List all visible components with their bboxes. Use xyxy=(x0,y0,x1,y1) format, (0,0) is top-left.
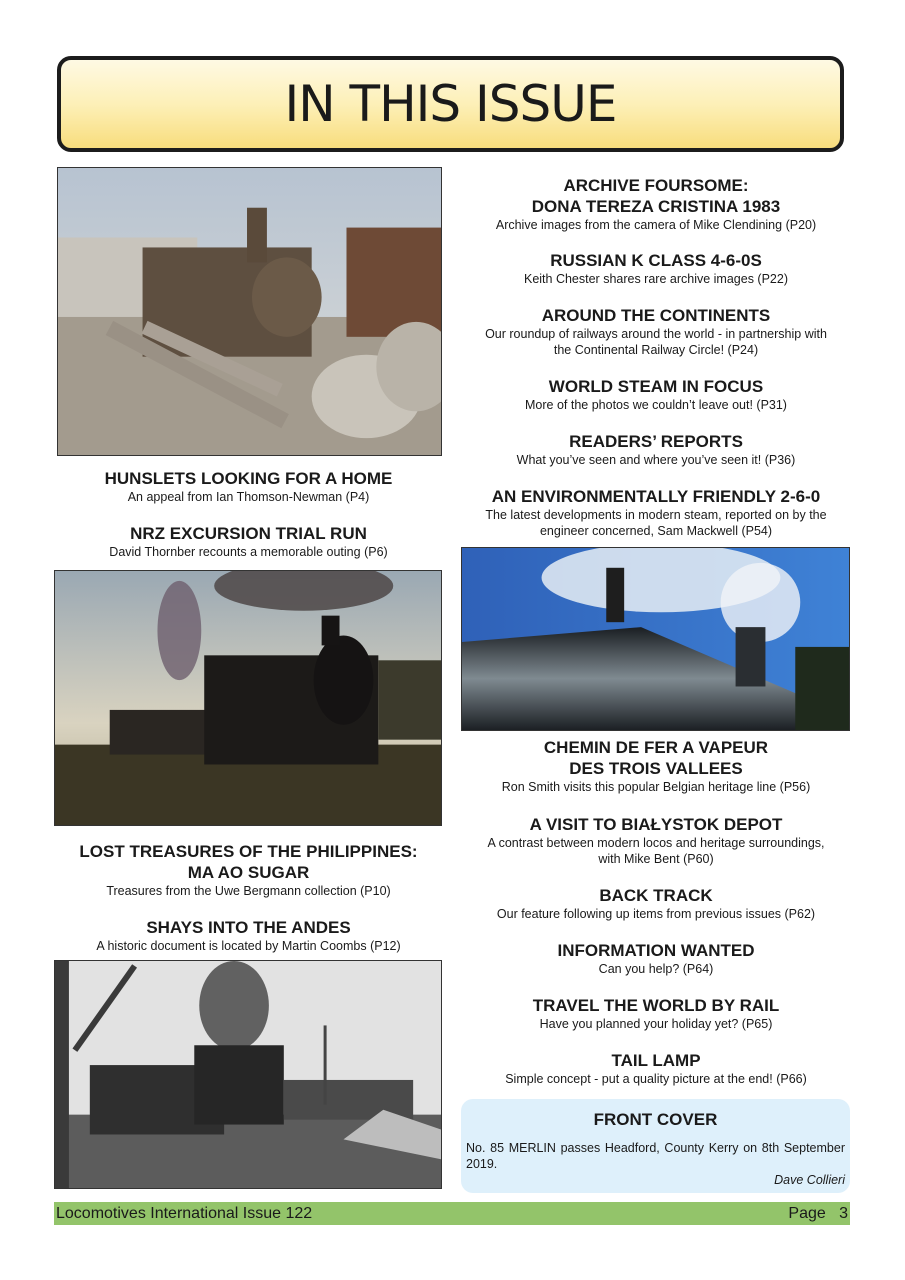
page-number: Page 3 xyxy=(788,1204,848,1222)
article-desc: More of the photos we couldn’t leave out! (P31) xyxy=(525,398,787,412)
article-desc: A historic document is located by Martin Coombs (P12) xyxy=(96,939,401,953)
issue-banner xyxy=(57,56,844,152)
article-title: LOST TREASURES OF THE PHILIPPINES: xyxy=(79,842,418,861)
article-desc: Our roundup of railways around the world - in partnership with xyxy=(485,327,827,341)
article-title: ARCHIVE FOURSOME: xyxy=(563,176,749,195)
article-russian-k-class xyxy=(463,250,849,287)
article-title: RUSSIAN K CLASS 4-6-0S xyxy=(550,251,762,270)
article-desc-line2: with Mike Bent (P60) xyxy=(598,852,714,866)
article-desc: Archive images from the camera of Mike Clendining (P20) xyxy=(495,218,817,232)
article-desc: Treasures from the Uwe Bergmann collection (P10) xyxy=(106,884,391,898)
article-desc: Our feature following up items from previous issues (P62) xyxy=(496,907,816,921)
article-desc: A contrast between modern locos and heritage surroundings, xyxy=(487,836,825,850)
page-footer xyxy=(54,1202,850,1225)
front-cover-caption: No. 85 MERLIN passes Headford, County Kerry on 8th September 2019. xyxy=(466,1141,845,1171)
article-title: SHAYS INTO THE ANDES xyxy=(146,918,351,937)
article-title-line2: DES TROIS VALLEES xyxy=(569,759,743,778)
article-tail-lamp xyxy=(463,1050,849,1087)
photo-nrz-steam-train xyxy=(54,570,442,826)
front-cover-title: FRONT COVER xyxy=(593,1110,718,1129)
article-desc-line2: engineer concerned, Sam Mackwell (P54) xyxy=(539,524,773,538)
article-philippines xyxy=(57,841,440,899)
photo-derelict-locomotive xyxy=(57,167,442,456)
article-archive-foursome xyxy=(463,175,849,233)
article-title: INFORMATION WANTED xyxy=(557,941,755,960)
article-desc: What you’ve seen and where you’ve seen it! (P36) xyxy=(516,453,796,467)
article-desc: Simple concept - put a quality picture at the end! (P66) xyxy=(505,1072,807,1086)
article-bialystok xyxy=(463,814,849,867)
article-title: BACK TRACK xyxy=(599,886,713,905)
front-cover-box xyxy=(461,1099,850,1193)
article-back-track xyxy=(463,885,849,922)
article-desc: Keith Chester shares rare archive images (P22) xyxy=(523,272,788,286)
front-cover-credit: Dave Collieri xyxy=(774,1173,845,1187)
article-title: AN ENVIRONMENTALLY FRIENDLY 2-6-0 xyxy=(491,487,821,506)
article-desc: Ron Smith visits this popular Belgian heritage line (P56) xyxy=(501,780,811,794)
article-title: WORLD STEAM IN FOCUS xyxy=(548,377,764,396)
article-desc: The latest developments in modern steam, reported on by the xyxy=(485,508,827,522)
article-title: TAIL LAMP xyxy=(611,1051,701,1070)
article-title-line2: DONA TEREZA CRISTINA 1983 xyxy=(531,197,781,216)
article-around-continents xyxy=(463,305,849,358)
article-hunslets xyxy=(57,468,440,505)
article-world-steam xyxy=(463,376,849,413)
article-travel-world xyxy=(463,995,849,1032)
article-title: TRAVEL THE WORLD BY RAIL xyxy=(532,996,780,1015)
page-title: IN THIS ISSUE xyxy=(284,75,617,133)
publication-name: Locomotives International Issue 122 xyxy=(56,1204,313,1222)
article-information-wanted xyxy=(463,940,849,977)
article-desc: David Thornber recounts a memorable outing (P6) xyxy=(109,545,388,559)
article-desc: Can you help? (P64) xyxy=(598,962,714,976)
photo-shay-locomotive xyxy=(54,960,442,1189)
article-title: AROUND THE CONTINENTS xyxy=(541,306,771,325)
article-desc-line2: the Continental Railway Circle! (P24) xyxy=(553,343,759,357)
article-environmental-260 xyxy=(463,486,849,539)
article-title-line2: MA AO SUGAR xyxy=(187,863,310,882)
article-desc: An appeal from Ian Thomson-Newman (P4) xyxy=(127,490,370,504)
article-desc: Have you planned your holiday yet? (P65) xyxy=(539,1017,773,1031)
article-title: READERS’ REPORTS xyxy=(569,432,743,451)
article-chemin-de-fer xyxy=(463,737,849,795)
article-title: A VISIT TO BIAŁYSTOK DEPOT xyxy=(529,815,783,834)
article-readers-reports xyxy=(463,431,849,468)
article-title: NRZ EXCURSION TRIAL RUN xyxy=(130,524,367,543)
article-nrz xyxy=(57,523,440,560)
article-shays xyxy=(57,917,440,954)
article-title: HUNSLETS LOOKING FOR A HOME xyxy=(104,469,393,488)
photo-modern-steam-boiler xyxy=(461,547,850,731)
article-title: CHEMIN DE FER A VAPEUR xyxy=(543,738,769,757)
